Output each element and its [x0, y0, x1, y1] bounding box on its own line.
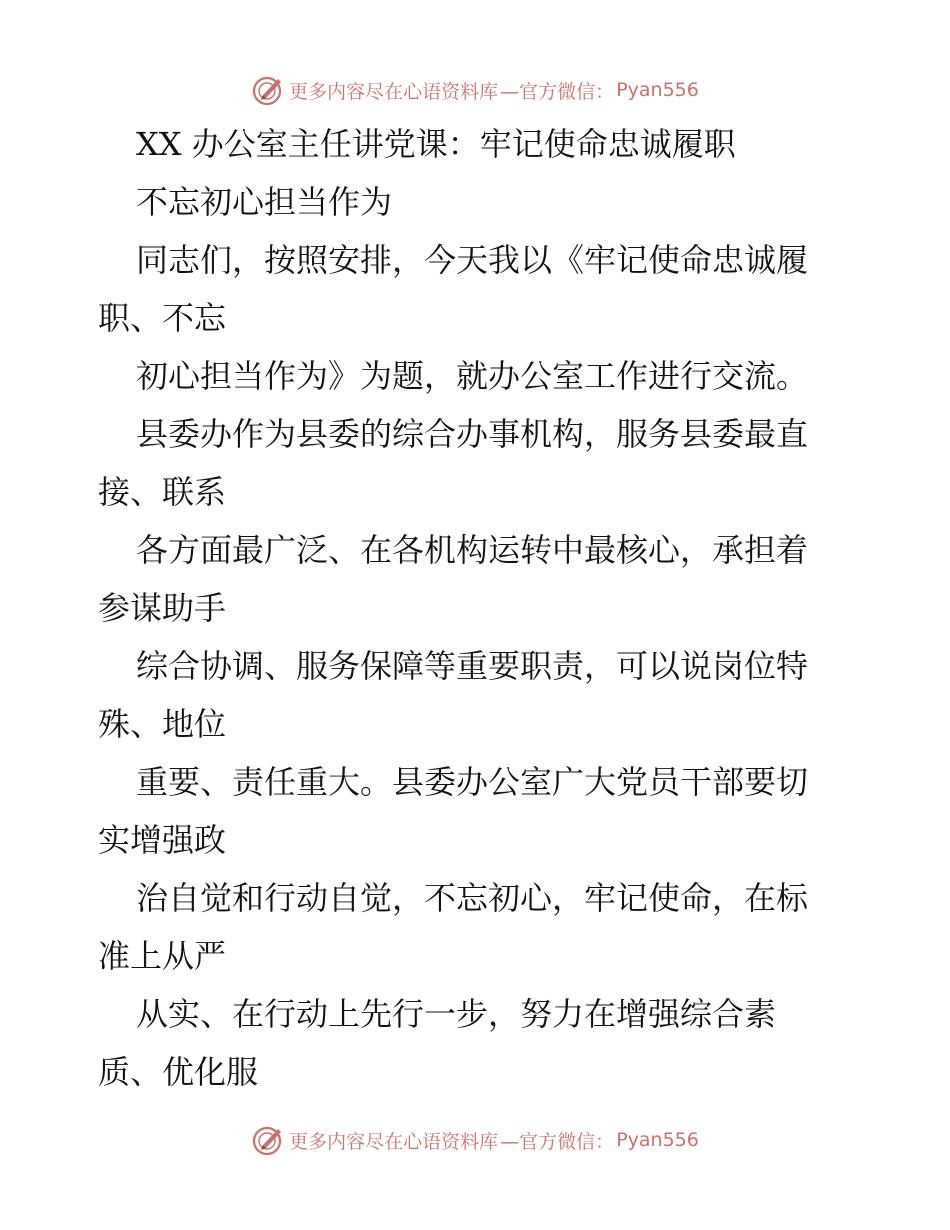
watermark-header: [0, 70, 950, 110]
watermark-wechat-id: Pyan556: [616, 79, 699, 101]
text-line: 同志们，按照安排，今天我以《牢记使命忠诚履: [136, 241, 809, 279]
document-body: [98, 115, 858, 1101]
watermark-official-label: —官方微信：: [500, 1130, 615, 1153]
watermark-text: 更多内容尽在心语资料库: [289, 1130, 499, 1153]
text-line: 重要、责任重大。县委办公室广大党员干部要切: [136, 763, 809, 801]
text-line: 质、优化服: [98, 1053, 259, 1091]
text-line: XX 办公室主任讲党课：牢记使命忠诚履职: [136, 125, 736, 163]
pen-logo-icon: [251, 73, 285, 107]
text-line: 准上从严: [98, 937, 227, 975]
text-line: 不忘初心担当作为: [136, 183, 393, 221]
text-line: 县委办作为县委的综合办事机构，服务县委最直: [136, 415, 809, 453]
text-line: 殊、地位: [98, 705, 227, 743]
text-line: 实增强政: [98, 821, 227, 859]
pen-logo-icon: [251, 1123, 285, 1157]
text-line: 接、联系: [98, 473, 227, 511]
text-line: 各方面最广泛、在各机构运转中最核心，承担着: [136, 531, 809, 569]
watermark-footer: [0, 1120, 950, 1160]
text-line: 从实、在行动上先行一步，努力在增强综合素: [136, 995, 777, 1033]
text-line: 综合协调、服务保障等重要职责，可以说岗位特: [136, 647, 809, 685]
watermark-wechat-id: Pyan556: [616, 1129, 699, 1151]
text-line: 职、不忘: [98, 299, 227, 337]
text-line: 参谋助手: [98, 589, 227, 627]
watermark-official-label: —官方微信：: [500, 80, 615, 103]
text-line: 初心担当作为》为题，就办公室工作进行交流。: [136, 357, 809, 395]
watermark-text: 更多内容尽在心语资料库: [289, 80, 499, 103]
text-line: 治自觉和行动自觉，不忘初心，牢记使命，在标: [136, 879, 809, 917]
